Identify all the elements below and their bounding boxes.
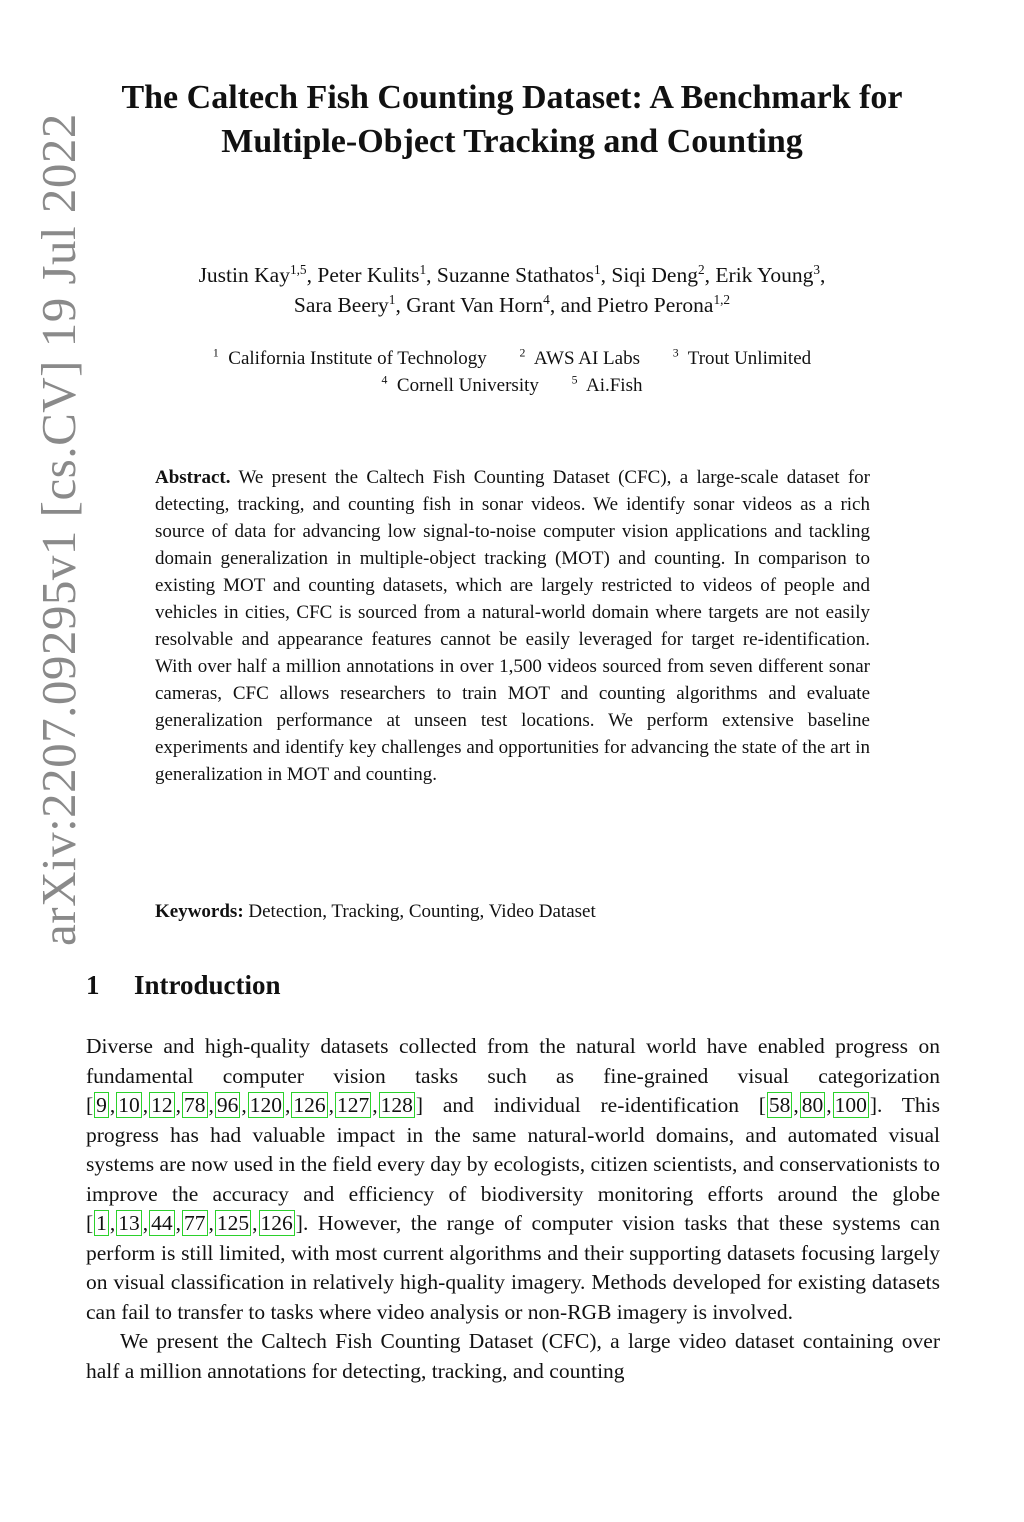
paper-title: The Caltech Fish Counting Dataset: A Benchmark for Multiple-Object Tracking and Counting: [121, 79, 903, 160]
author: Siqi Deng$^2$: [611, 261, 705, 287]
abstract-text: We present the Caltech Fish Counting Dataset (CFC), a large-scale dataset for detecting, tracking, and counting fish in sonar videos. We identify sonar videos as a rich source of data for advancing low signal-to-noise computer vision applications and tackling domain generalization in multiple-object tracking (MOT) and counting. In comparison to existing MOT and counting datasets, which are largely restricted to videos of people and vehicles in cities, CFC is sourced from a natural-world domain where targets are not easily resolvable and appearance features cannot be easily leveraged for target re-identification. With over half a million annotations in over 1,500 videos sourced from seven different sonar cameras, CFC allows researchers to train MOT and counting algorithms and evaluate generalization performance at unseen test locations. We perform extensive baseline experiments and identify key challenges and opportunities for advancing the state of the art in generalization in MOT and counting.: [155, 467, 870, 785]
citation-link[interactable]: 120: [249, 1093, 283, 1117]
citation-link[interactable]: 13: [118, 1211, 140, 1235]
affiliation: $^4$ Cornell University: [381, 373, 539, 396]
citation-link[interactable]: 1: [96, 1211, 107, 1235]
citation-link[interactable]: 96: [216, 1093, 239, 1117]
citation-link[interactable]: 9: [96, 1093, 107, 1117]
author: Justin Kay$^{1,5}$: [198, 261, 307, 287]
author: Grant Van Horn$^4$: [406, 291, 550, 317]
author: Pietro Perona$^{1,2}$: [597, 291, 731, 317]
abstract: [155, 464, 870, 788]
author-list: Justin Kay$^{1,5}$, Peter Kulits$^1$, Suzanne Stathatos$^1$, Siqi Deng$^2$, Erik Young$^3$, Sara Beery$^1$, Grant Van Horn$^4$, and Pietro Perona$^{1,2}$: [198, 261, 826, 317]
citation-link[interactable]: 80: [801, 1093, 824, 1117]
affiliation: $^3$ Trout Unlimited: [672, 346, 812, 369]
section-number: 1: [86, 970, 100, 1000]
section-heading: [86, 970, 281, 1001]
keywords-label: Keywords:: [155, 901, 244, 922]
intro-paragraph: We present the Caltech Fish Counting Dataset (CFC), a large video dataset containing over half a million annotations for detecting, tracking, and counting: [86, 1329, 940, 1383]
citation-link[interactable]: 44: [151, 1211, 173, 1235]
keywords-text: Detection, Tracking, Counting, Video Dataset: [248, 901, 596, 922]
affiliation: $^5$ Ai.Fish: [571, 373, 643, 396]
author: Sara Beery$^1$: [293, 291, 396, 317]
affiliation: $^2$ AWS AI Labs: [519, 346, 640, 369]
abstract-label: Abstract.: [155, 467, 231, 488]
citation-link[interactable]: 126: [293, 1093, 326, 1117]
author: Suzanne Stathatos$^1$: [436, 261, 601, 287]
intro-paragraph: Diverse and high-quality datasets collected from the natural world have enabled progress on fundamental computer vision tasks such as fine-grained visual categorization [ 9 , 10 , 12 , 78 , 96 , 120 , 126 , 127 , 128 ] and individual re-identification [ 58 , 80 , 100 ]. This progress has had valuable impact in the same natural-world domains, and automated visual systems are now used in the field every day by ecologists, citizen scientists, and conservationists to improve the accuracy and efficiency of biodiversity monitoring efforts around the globe [ 1 , 13 , 44 , 77 , 125 , 126 ]. However, the range of computer vision tasks that these systems can perform is still limited, with most current algorithms and their supporting datasets focusing largely on visual classification in relatively high-quality imagery. Methods developed for existing datasets can fail to transfer to tasks where video analysis or non-RGB imagery is involved.: [86, 1034, 940, 1324]
citation-link[interactable]: 78: [184, 1093, 206, 1117]
keywords: [155, 898, 870, 925]
section-title: Introduction: [134, 970, 281, 1000]
citation-link[interactable]: 77: [184, 1211, 206, 1235]
affiliation-list: [110, 345, 914, 399]
intro-body: [86, 1032, 940, 1386]
citation-link[interactable]: 125: [216, 1211, 250, 1235]
author: Erik Young$^3$: [715, 261, 821, 287]
citation-link[interactable]: 10: [118, 1093, 140, 1117]
citation-link[interactable]: 12: [151, 1093, 173, 1117]
arxiv-stamp: arXiv:2207.09295v1 [cs.CV] 19 Jul 2022: [31, 113, 86, 946]
affiliation: $^1$ California Institute of Technology: [212, 346, 487, 369]
author: Peter Kulits$^1$: [317, 261, 427, 287]
citation-link[interactable]: 128: [380, 1093, 413, 1117]
citation-link[interactable]: 126: [260, 1211, 293, 1235]
citation-link[interactable]: 100: [834, 1093, 867, 1117]
citation-link[interactable]: 127: [337, 1093, 370, 1117]
citation-link[interactable]: 58: [768, 1093, 791, 1117]
